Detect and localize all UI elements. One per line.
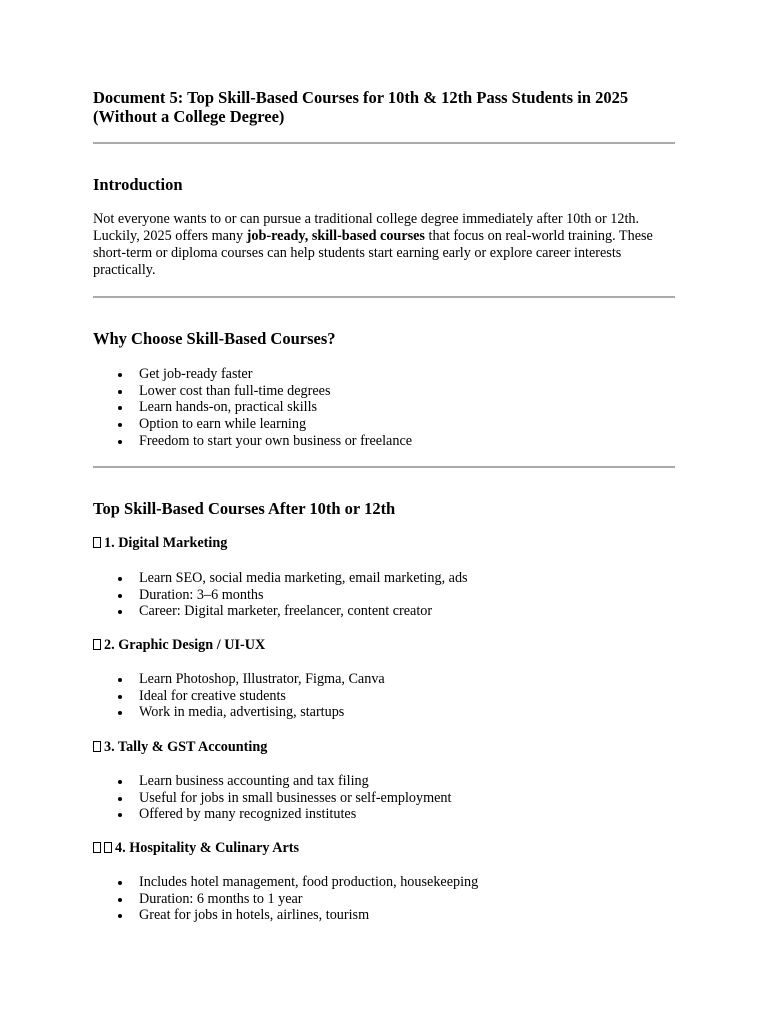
course-title: 3. Tally & GST Accounting (104, 739, 268, 755)
intro-text-bold: job-ready, skill-based courses (246, 228, 425, 244)
course-title: 2. Graphic Design / UI-UX (104, 637, 266, 653)
document-title: Document 5: Top Skill-Based Courses for 10th & 12th Pass Students in 2025 (Without a College Degree) (93, 88, 629, 126)
list-item: Lower cost than full-time degrees (93, 383, 412, 400)
list-item: Option to earn while learning (93, 416, 412, 433)
missing-glyph-icon (93, 639, 101, 650)
course-list-graphic-design (93, 671, 385, 721)
missing-glyph-icon (93, 741, 101, 752)
list-item: Learn business accounting and tax filing (93, 773, 451, 790)
list-item: Great for jobs in hotels, airlines, tourism (93, 907, 478, 924)
list-item: Includes hotel management, food production, housekeeping (93, 874, 478, 891)
why-list (93, 366, 412, 450)
list-item: Career: Digital marketer, freelancer, content creator (93, 603, 468, 620)
list-item: Learn SEO, social media marketing, email marketing, ads (93, 570, 468, 587)
course-title: 4. Hospitality & Culinary Arts (115, 840, 300, 856)
list-item: Get job-ready faster (93, 366, 412, 383)
course-list-hospitality (93, 874, 478, 924)
list-item: Duration: 3–6 months (93, 587, 468, 604)
intro-text-start: Not everyone wants to or can pursue a traditional college degree immediately after 10th or 12th. Luckily, 2025 offers many (93, 211, 640, 244)
intro-text-end: that focus on real-world training. These short-term or diploma courses can help students start earning early or explore career interests practically. (93, 228, 653, 278)
list-item: Freedom to start your own business or freelance (93, 433, 412, 450)
course-heading-hospitality (93, 840, 299, 857)
top-courses-heading: Top Skill-Based Courses After 10th or 12th (93, 499, 396, 518)
missing-glyph-icon (104, 842, 112, 853)
missing-glyph-icon (93, 842, 101, 853)
horizontal-rule (93, 466, 675, 468)
intro-heading: Introduction (93, 175, 183, 194)
horizontal-rule (93, 142, 675, 144)
missing-glyph-icon (93, 537, 101, 548)
course-heading-tally-gst (93, 739, 267, 756)
horizontal-rule (93, 296, 675, 298)
intro-paragraph (93, 211, 675, 279)
course-heading-graphic-design (93, 637, 265, 654)
list-item: Learn Photoshop, Illustrator, Figma, Canva (93, 671, 385, 688)
list-item: Offered by many recognized institutes (93, 806, 451, 823)
course-title: 1. Digital Marketing (104, 535, 228, 551)
course-list-tally-gst (93, 773, 451, 823)
list-item: Work in media, advertising, startups (93, 704, 385, 721)
why-heading: Why Choose Skill-Based Courses? (93, 329, 336, 348)
list-item: Learn hands-on, practical skills (93, 399, 412, 416)
list-item: Duration: 6 months to 1 year (93, 891, 478, 908)
course-list-digital-marketing (93, 570, 468, 620)
course-heading-digital-marketing (93, 535, 227, 552)
list-item: Ideal for creative students (93, 688, 385, 705)
list-item: Useful for jobs in small businesses or self-employment (93, 790, 451, 807)
